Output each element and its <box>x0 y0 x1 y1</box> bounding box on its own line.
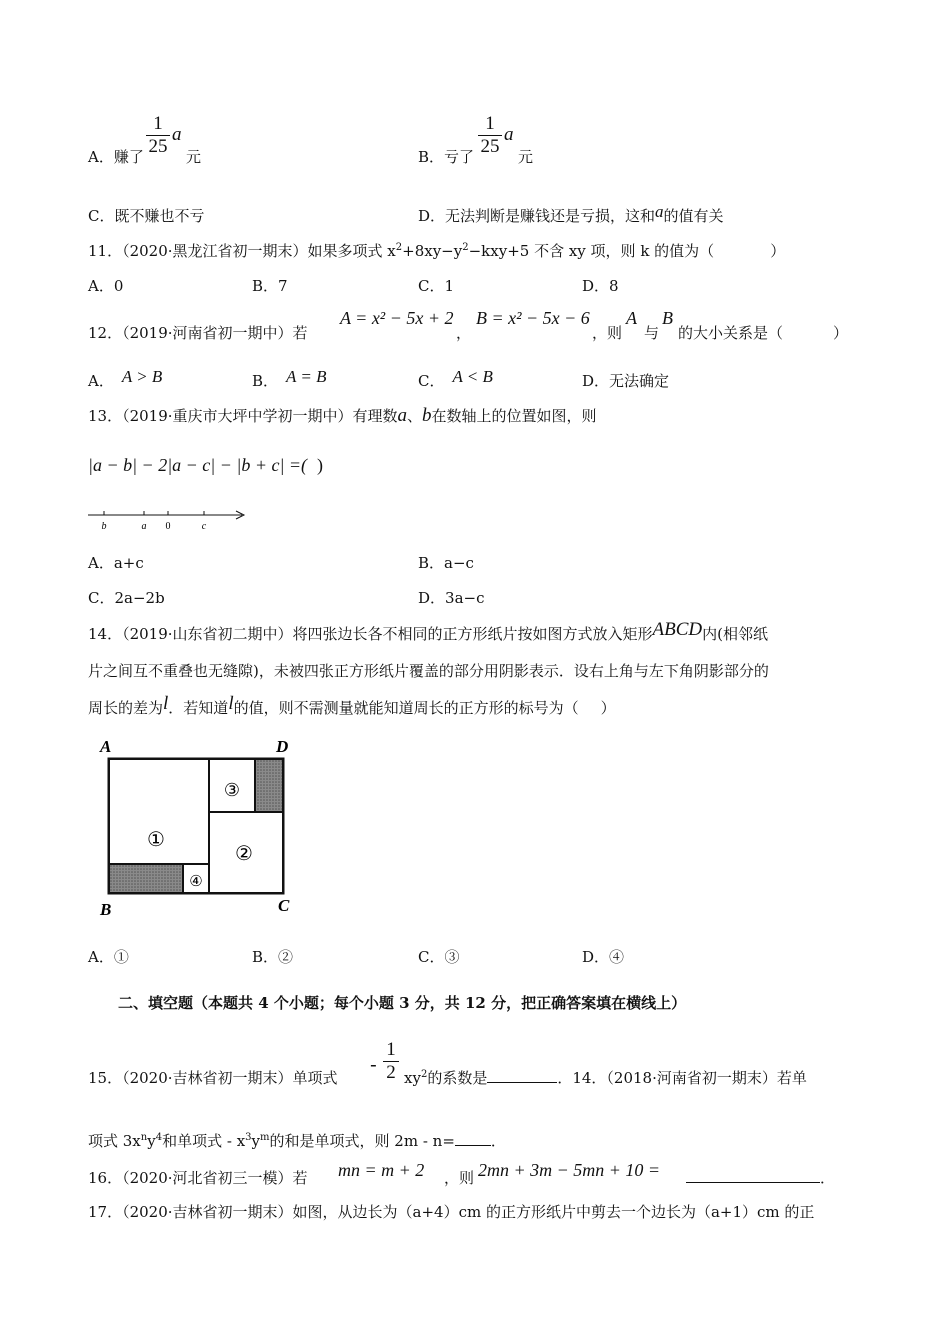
q12-mid: ，则 <box>592 324 623 342</box>
q14-line1: 14．（2019·山东省初二期中）将四张边长各不相同的正方形纸片按如图方式放入矩形ABCD内(相邻纸 <box>88 619 769 643</box>
q14-line2: 片之间互不重叠也无缝隙)，未被四张正方形纸片覆盖的部分用阴影表示．设右上角与左下角阴影部分的 <box>88 662 769 680</box>
q16-mid: ，则 <box>444 1169 475 1187</box>
q10-option-b: B．亏了 <box>418 148 475 166</box>
corner-d: D <box>276 737 289 756</box>
q16-condition: mn = m + 2 <box>338 1160 425 1180</box>
q15-line2: 项式 $3x^ny^4$和单项式 - $x^3y^m$的和是单项式，则 2m - n= ． <box>88 1132 506 1150</box>
label-c: c <box>201 521 207 532</box>
q13-number-line <box>86 505 254 533</box>
q14-line3: 周长的差为l．若知道l的值，则不需测量就能知道周长的正方形的标号为（ ） <box>88 693 616 717</box>
q12-option-b: B． A = B <box>252 367 327 390</box>
q12-expr-a: A = x² − 5x + 2 <box>340 308 454 328</box>
q15-minus: - <box>370 1052 377 1076</box>
q12-var-b: B <box>662 308 673 328</box>
square-3-label: ③ <box>223 780 241 801</box>
q11-option-a: A．0 <box>88 277 124 295</box>
q10-fraction-b: 1 25 <box>478 114 502 157</box>
q10-var-a: a <box>172 124 182 145</box>
square-4-label: ④ <box>189 872 203 890</box>
corner-a: A <box>100 737 112 756</box>
q11-option-c: C．1 <box>418 277 455 295</box>
section2-heading: 二、填空题（本题共 4 个小题；每个小题 3 分，共 12 分，把正确答案填在横线上） <box>118 994 687 1012</box>
q13-expression: |a − b| − 2|a − c| − |b + c| =( ) <box>88 455 324 475</box>
q12-option-c: C． A < B <box>418 367 493 390</box>
q10-option-d: D．无法判断是赚钱还是亏损，这和a的值有关 <box>418 202 724 225</box>
q13-stem: 13．（2019·重庆市大坪中学初一期中）有理数a、b在数轴上的位置如图，则 <box>88 405 597 426</box>
q14-option-a: A．① <box>88 948 129 966</box>
q15-fraction: 1 2 <box>383 1040 399 1083</box>
corner-b: B <box>100 900 112 918</box>
q16-expression: 2mn + 3m − 5mn + 10 = <box>478 1160 661 1180</box>
q13-option-a: A．a+c <box>88 554 144 572</box>
label-a: a <box>141 521 147 532</box>
q10-fraction-a: 1 25 <box>146 114 170 157</box>
q14-option-b: B．② <box>252 948 294 966</box>
q10-option-c: C．既不赚也不亏 <box>88 207 205 225</box>
q11-stem: 11．（2020·黑龙江省初一期末）如果多项式 $x^2+8xy-y^2-kxy+5$ 不含 xy 项，则 k 的值为（ ） <box>88 242 786 260</box>
q12-with: 与 <box>644 324 660 342</box>
q17-stem: 17．（2020·吉林省初一期末）如图，从边长为（a+4）cm 的正方形纸片中剪去一个边长为（a+1）cm 的正 <box>88 1203 815 1221</box>
q12-comma: ， <box>456 324 472 342</box>
q15-blank[interactable] <box>487 1068 557 1083</box>
q10-option-a-suffix: 元 <box>186 148 202 166</box>
q15-blank-2[interactable] <box>455 1131 491 1146</box>
q16-blank[interactable] <box>686 1168 820 1183</box>
q15-prefix: 15．（2020·吉林省初一期末）单项式 <box>88 1069 338 1087</box>
square-1-label: ① <box>147 827 165 851</box>
q14-option-c: C．③ <box>418 948 460 966</box>
shade-top-right <box>255 760 282 812</box>
q16-blank-wrap: ． <box>686 1167 835 1188</box>
q11-option-b: B．7 <box>252 277 288 295</box>
corner-c: C <box>278 896 290 915</box>
q15-rest: $xy^2$的系数是 ．14．（2018·河南省初一期末）若单 <box>404 1069 807 1087</box>
q13-option-d: D．3a−c <box>418 589 485 607</box>
q13-option-c: C．2a−2b <box>88 589 165 607</box>
q10-option-b-suffix: 元 <box>518 148 534 166</box>
label-b: b <box>101 521 107 532</box>
q12-var-a: A <box>626 308 637 328</box>
q14-option-d: D．④ <box>582 948 625 966</box>
q13-option-b: B．a−c <box>418 554 474 572</box>
q12-stem-end: 的大小关系是（ ） <box>678 324 849 342</box>
q12-stem-prefix: 12．（2019·河南省初一期中）若 <box>88 324 308 342</box>
label-0: 0 <box>165 521 171 532</box>
q11-option-d: D．8 <box>582 277 619 295</box>
q10-var-a-b: a <box>504 124 514 145</box>
q16-prefix: 16．（2020·河北省初三一模）若 <box>88 1169 308 1187</box>
q10-option-a: A．赚了 <box>88 148 144 166</box>
q12-expr-b: B = x² − 5x − 6 <box>476 308 590 328</box>
square-2-label: ② <box>235 841 253 865</box>
q12-option-d: D．无法确定 <box>582 372 670 390</box>
q12-option-a: A． A > B <box>88 367 163 390</box>
shade-bottom-left <box>110 864 183 892</box>
q14-figure <box>98 736 304 918</box>
